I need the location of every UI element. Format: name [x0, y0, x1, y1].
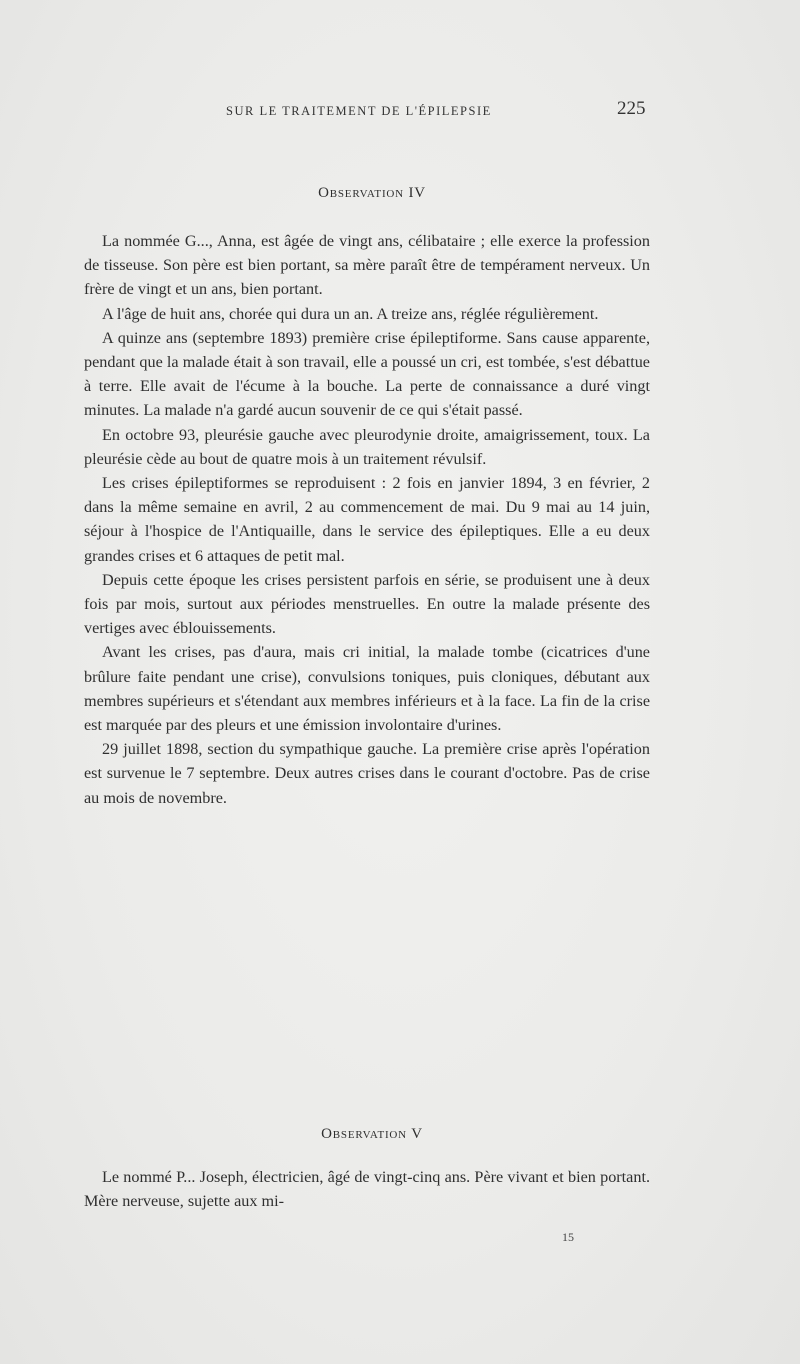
paragraph: 29 juillet 1898, section du sympathique gauche. La première crise après l'opération est survenue le 7 septembre. Deux autres crises dans le courant d'octobre. Pas de crise au mois de novembre. [84, 740, 650, 807]
paragraph: A l'âge de huit ans, chorée qui dura un an. A treize ans, réglée régulièrement. [102, 304, 599, 323]
paragraph: A quinze ans (septembre 1893) première crise épileptiforme. Sans cause apparente, pendant que la malade était à son travail, elle a poussé un cri, est tombée, s'est débattue à terre. Elle avait de l'écume à la bouche. La perte de connaissance a duré vingt minutes. La malade n'a gardé aucun souvenir de ce qui s'était passé. [84, 328, 650, 420]
signature-mark: 15 [562, 1230, 574, 1244]
observation-5-title: Observation V [321, 1126, 423, 1142]
running-header: SUR LE TRAITEMENT DE L'ÉPILEPSIE [226, 104, 492, 118]
page-number: 225 [617, 98, 646, 119]
paragraph: Depuis cette époque les crises persistent parfois en série, se produisent une à deux fois par mois, surtout aux périodes menstruelles. En outre la malade présente des vertiges avec éblouissements. [84, 570, 650, 638]
observation-4-title: Observation IV [318, 185, 426, 201]
paragraph: La nommée G..., Anna, est âgée de vingt ans, célibataire ; elle exerce la profession de tisseuse. Son père est bien portant, sa mère paraît être de tempérament nerveux. Un frère de vingt et un ans, bien portant. [84, 232, 650, 299]
paragraph: Le nommé P... Joseph, électricien, âgé de vingt-cinq ans. Père vivant et bien portant. Mère nerveuse, sujette aux mi- [84, 1168, 650, 1211]
observation-5-body [84, 1165, 650, 1213]
observation-4-body [84, 229, 650, 810]
paragraph: Avant les crises, pas d'aura, mais cri initial, la malade tombe (cicatrices d'une brûlure faite pendant une crise), convulsions toniques, puis cloniques, débutant aux membres supérieurs et s'étendant aux membres inférieurs et à la face. La fin de la crise est marquée par des pleurs et une émission involontaire d'urines. [84, 643, 650, 735]
paragraph: Les crises épileptiformes se reproduisent : 2 fois en janvier 1894, 3 en février, 2 dans la même semaine en avril, 2 au commencement de mai. Du 9 mai au 14 juin, séjour à l'hospice de l'Antiquaille, dans le service des épileptiques. Elle a eu deux grandes crises et 6 attaques de petit mal. [84, 474, 650, 565]
paragraph: En octobre 93, pleurésie gauche avec pleurodynie droite, amaigrissement, toux. La pleurésie cède au bout de quatre mois à un traitement révulsif. [84, 425, 650, 468]
